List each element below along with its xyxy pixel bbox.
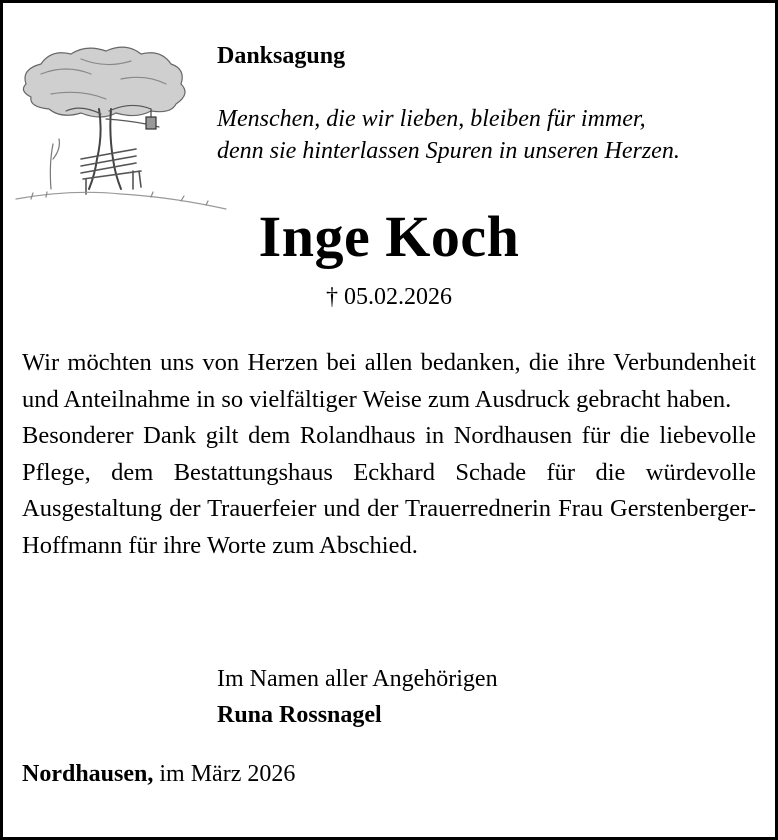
verse-line-1: Menschen, die wir lieben, bleiben für immer, [217,106,646,132]
verse-quote [217,103,680,167]
body-paragraph-1: Wir möchten uns von Herzen bei allen bedanken, die ihre Verbundenheit und Anteilnahme in so vielfältiger Weise zum Ausdruck gebracht haben. [22,349,756,413]
signature-block [217,661,498,733]
signature-intro: Im Namen aller Angehörigen [217,666,498,692]
deceased-name: Inge Koch [258,204,520,269]
notice-heading: Danksagung [217,43,346,69]
death-date: † 05.02.2026 [326,284,452,310]
body-paragraph-2: Besonderer Dank gilt dem Rolandhaus in Nordhausen für die liebevolle Pflege, dem Bestattungshaus Eckhard Schade für die würdevolle Ausgestaltung der Trauerfeier und der Trauerrednerin Frau Gerstenberger-Hoffmann für ihre Worte zum Abschied. [22,422,756,559]
thank-you-text [22,345,756,564]
place-name: Nordhausen, [22,761,154,787]
tree-with-bench-icon [11,39,236,214]
date-line: im März 2026 [153,761,296,787]
place-and-date [22,761,295,788]
verse-line-2: denn sie hinterlassen Spuren in unseren Herzen. [217,138,680,164]
signer-name: Runa Rossnagel [217,702,382,728]
